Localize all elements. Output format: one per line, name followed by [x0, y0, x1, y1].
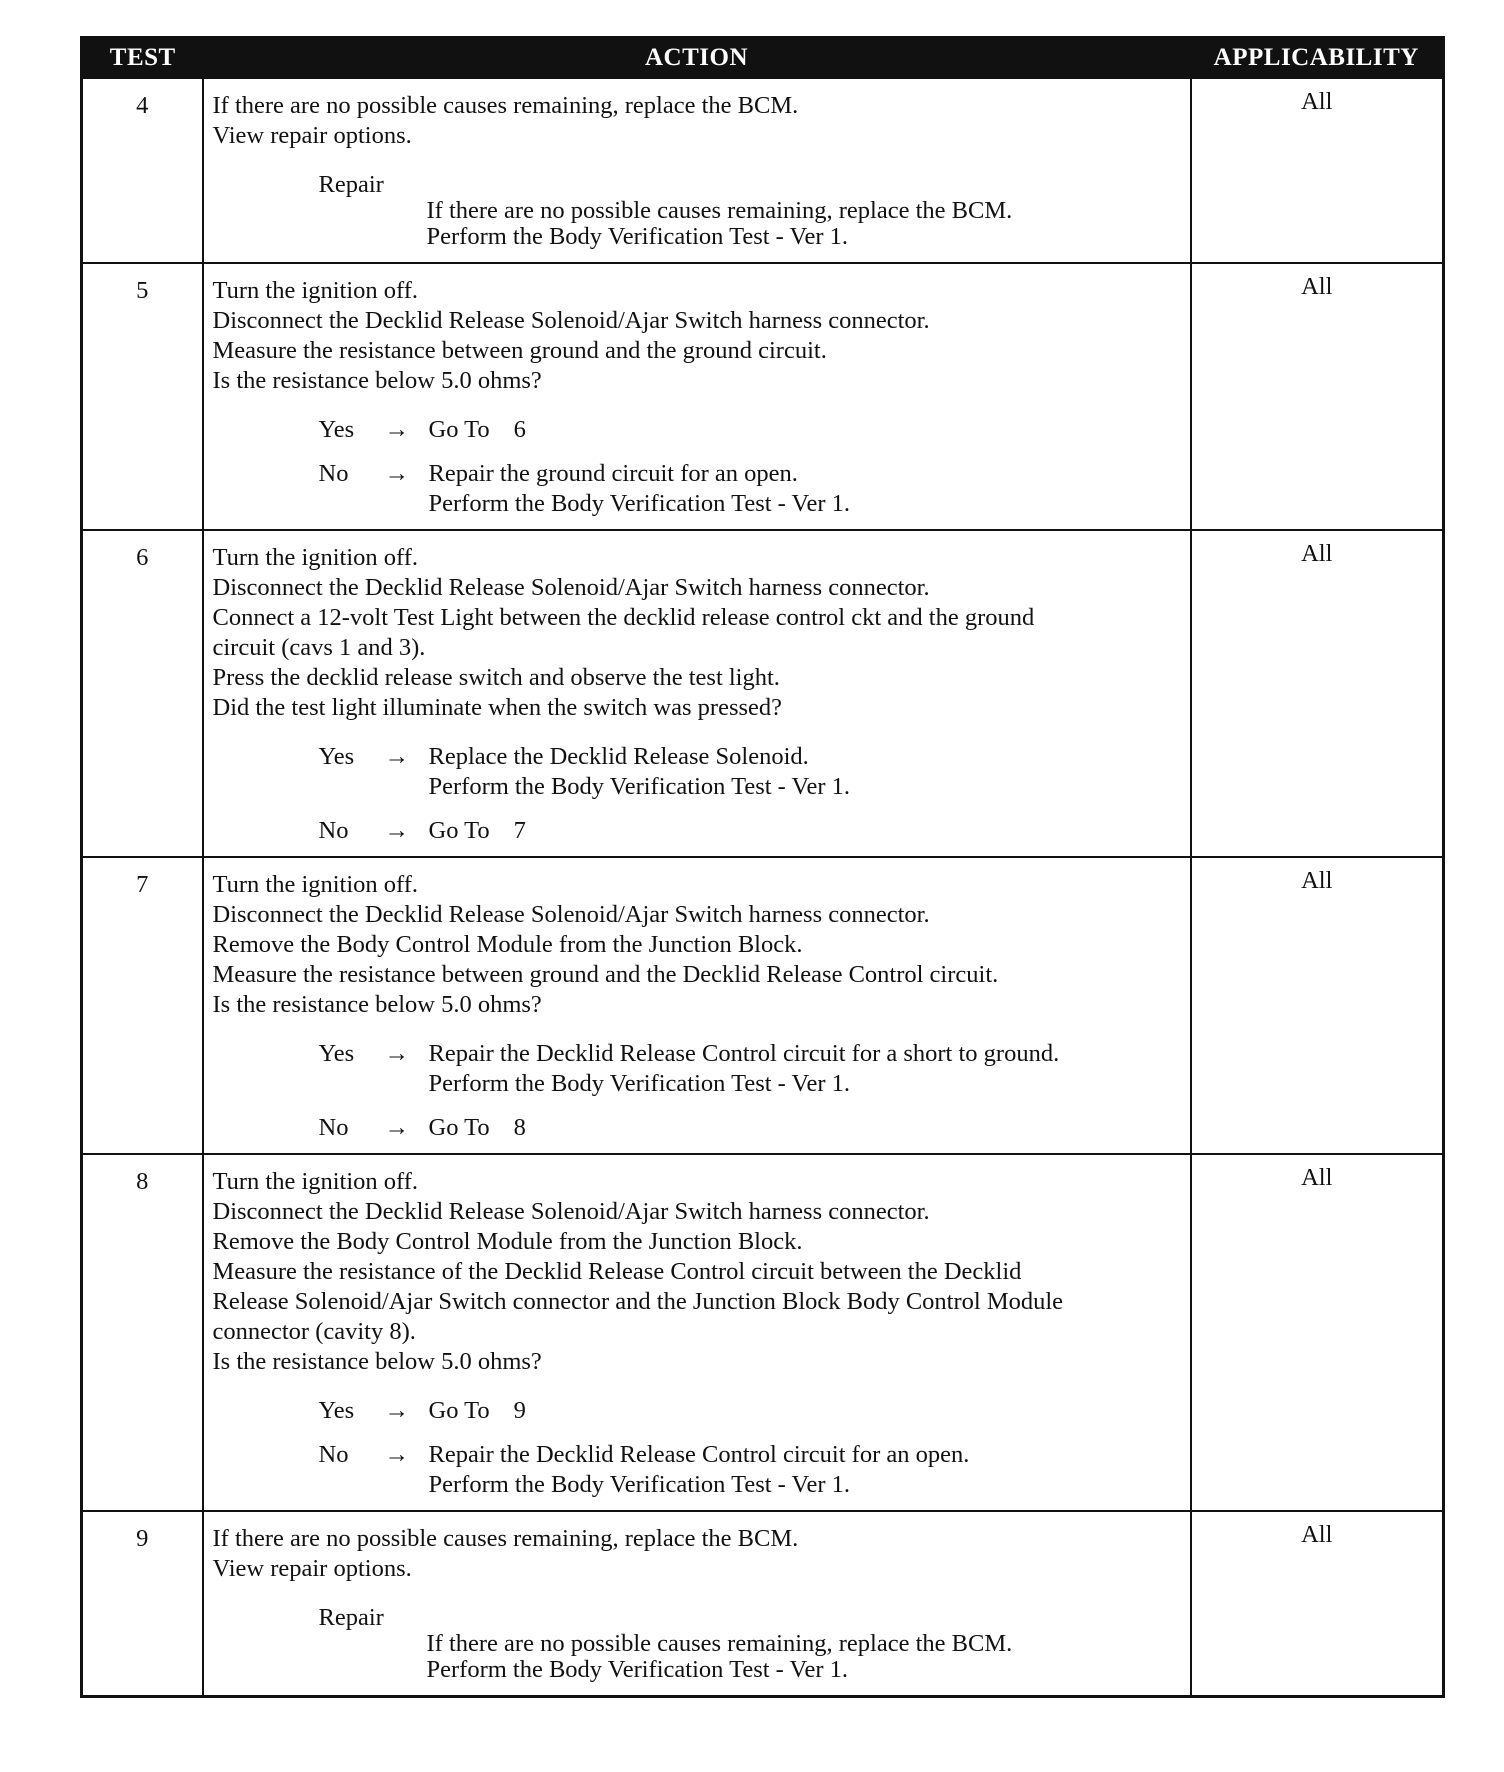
- applicability-cell: All: [1191, 857, 1444, 1154]
- repair-line: If there are no possible causes remaining, replace the BCM.: [426, 197, 1013, 224]
- applicability-cell: All: [1191, 1511, 1444, 1697]
- repair-label: Repair: [318, 171, 384, 198]
- no-label: No: [318, 1114, 349, 1141]
- test-row-7: [82, 857, 1444, 1154]
- test-row-5: [82, 263, 1444, 530]
- view-repair-options-link[interactable]: View repair options.: [212, 122, 412, 149]
- goto-link[interactable]: Go To 7: [428, 817, 526, 844]
- action-line: Turn the ignition off.: [212, 544, 419, 571]
- test-number: 9: [82, 1511, 203, 1697]
- action-line: Connect a 12-volt Test Light between the decklid release control ckt and the ground: [212, 604, 1035, 631]
- answer-line: Perform the Body Verification Test - Ver 1.: [428, 1070, 851, 1097]
- arrow-right-icon: →: [384, 1441, 409, 1468]
- repair-line: Perform the Body Verification Test - Ver 1.: [426, 223, 849, 250]
- repair-label: Repair: [318, 1604, 384, 1631]
- test-number: 5: [82, 263, 203, 530]
- action-line: Disconnect the Decklid Release Solenoid/Ajar Switch harness connector.: [212, 307, 930, 334]
- action-cell: [203, 530, 1191, 857]
- answer-line: Repair the Decklid Release Control circuit for an open.: [428, 1441, 970, 1468]
- action-line: connector (cavity 8).: [212, 1318, 416, 1345]
- action-line: Disconnect the Decklid Release Solenoid/Ajar Switch harness connector.: [212, 1198, 930, 1225]
- action-cell: [203, 78, 1191, 263]
- arrow-right-icon: →: [384, 416, 409, 443]
- test-row-8: [82, 1154, 1444, 1511]
- no-label: No: [318, 1441, 349, 1468]
- test-row-6: [82, 530, 1444, 857]
- action-cell: [203, 1511, 1191, 1697]
- goto-link[interactable]: Go To 9: [428, 1397, 526, 1424]
- arrow-right-icon: →: [384, 1040, 409, 1067]
- action-line: Measure the resistance between ground and the ground circuit.: [212, 337, 827, 364]
- yes-answer[interactable]: [319, 1039, 1184, 1099]
- answer-line: Perform the Body Verification Test - Ver 1.: [428, 1471, 851, 1498]
- yes-label: Yes: [318, 1397, 355, 1424]
- header-applicability: APPLICABILITY: [1191, 38, 1444, 79]
- yes-answer[interactable]: [319, 1396, 1184, 1426]
- view-repair-options-link[interactable]: View repair options.: [212, 1555, 412, 1582]
- no-answer[interactable]: [319, 816, 1184, 846]
- action-cell: [203, 1154, 1191, 1511]
- arrow-right-icon: →: [384, 817, 409, 844]
- no-answer[interactable]: [319, 1440, 1184, 1500]
- action-line: Remove the Body Control Module from the Junction Block.: [212, 931, 803, 958]
- action-cell: [203, 857, 1191, 1154]
- action-line: Turn the ignition off.: [212, 277, 419, 304]
- applicability-cell: All: [1191, 1154, 1444, 1511]
- answer-line: Repair the Decklid Release Control circuit for a short to ground.: [428, 1040, 1060, 1067]
- action-line: Is the resistance below 5.0 ohms?: [212, 991, 542, 1018]
- applicability-cell: All: [1191, 78, 1444, 263]
- arrow-right-icon: →: [384, 460, 409, 487]
- header-test: TEST: [82, 38, 203, 79]
- action-line: Did the test light illuminate when the switch was pressed?: [212, 694, 783, 721]
- action-line: Measure the resistance of the Decklid Release Control circuit between the Decklid: [212, 1258, 1022, 1285]
- action-line: Is the resistance below 5.0 ohms?: [212, 1348, 542, 1375]
- answer-line: Perform the Body Verification Test - Ver 1.: [428, 773, 851, 800]
- goto-link[interactable]: Go To 8: [428, 1114, 526, 1141]
- action-line: Turn the ignition off.: [212, 1168, 419, 1195]
- answer-line: Repair the ground circuit for an open.: [428, 460, 798, 487]
- diagnostic-test-table: [80, 36, 1445, 1698]
- action-line: Remove the Body Control Module from the Junction Block.: [212, 1228, 803, 1255]
- action-line: If there are no possible causes remaining, replace the BCM.: [212, 1525, 799, 1552]
- action-line: circuit (cavs 1 and 3).: [212, 634, 426, 661]
- action-line: Disconnect the Decklid Release Solenoid/Ajar Switch harness connector.: [212, 574, 930, 601]
- test-row-4: [82, 78, 1444, 263]
- action-line: Disconnect the Decklid Release Solenoid/Ajar Switch harness connector.: [212, 901, 930, 928]
- applicability-cell: All: [1191, 263, 1444, 530]
- action-line: Measure the resistance between ground and the Decklid Release Control circuit.: [212, 961, 999, 988]
- action-line: Turn the ignition off.: [212, 871, 419, 898]
- action-line: If there are no possible causes remaining, replace the BCM.: [212, 92, 799, 119]
- yes-label: Yes: [318, 416, 355, 443]
- yes-answer[interactable]: [319, 742, 1184, 802]
- no-answer[interactable]: [319, 1113, 1184, 1143]
- test-number: 8: [82, 1154, 203, 1511]
- arrow-right-icon: →: [384, 1397, 409, 1424]
- no-label: No: [318, 460, 349, 487]
- test-number: 7: [82, 857, 203, 1154]
- applicability-cell: All: [1191, 530, 1444, 857]
- action-cell: [203, 263, 1191, 530]
- test-number: 4: [82, 78, 203, 263]
- action-line: Press the decklid release switch and observe the test light.: [212, 664, 780, 691]
- yes-label: Yes: [318, 1040, 355, 1067]
- repair-line: Perform the Body Verification Test - Ver 1.: [426, 1656, 849, 1683]
- header-row: [82, 38, 1444, 79]
- test-row-9: [82, 1511, 1444, 1697]
- answer-line: Perform the Body Verification Test - Ver 1.: [428, 490, 851, 517]
- yes-answer[interactable]: [319, 415, 1184, 445]
- answer-line: Replace the Decklid Release Solenoid.: [428, 743, 809, 770]
- arrow-right-icon: →: [384, 1114, 409, 1141]
- header-action: ACTION: [203, 38, 1191, 79]
- arrow-right-icon: →: [384, 743, 409, 770]
- test-number: 6: [82, 530, 203, 857]
- no-answer[interactable]: [319, 459, 1184, 519]
- yes-label: Yes: [318, 743, 355, 770]
- no-label: No: [318, 817, 349, 844]
- repair-line: If there are no possible causes remaining, replace the BCM.: [426, 1630, 1013, 1657]
- action-line: Is the resistance below 5.0 ohms?: [212, 367, 542, 394]
- goto-link[interactable]: Go To 6: [428, 416, 526, 443]
- action-line: Release Solenoid/Ajar Switch connector and the Junction Block Body Control Module: [212, 1288, 1064, 1315]
